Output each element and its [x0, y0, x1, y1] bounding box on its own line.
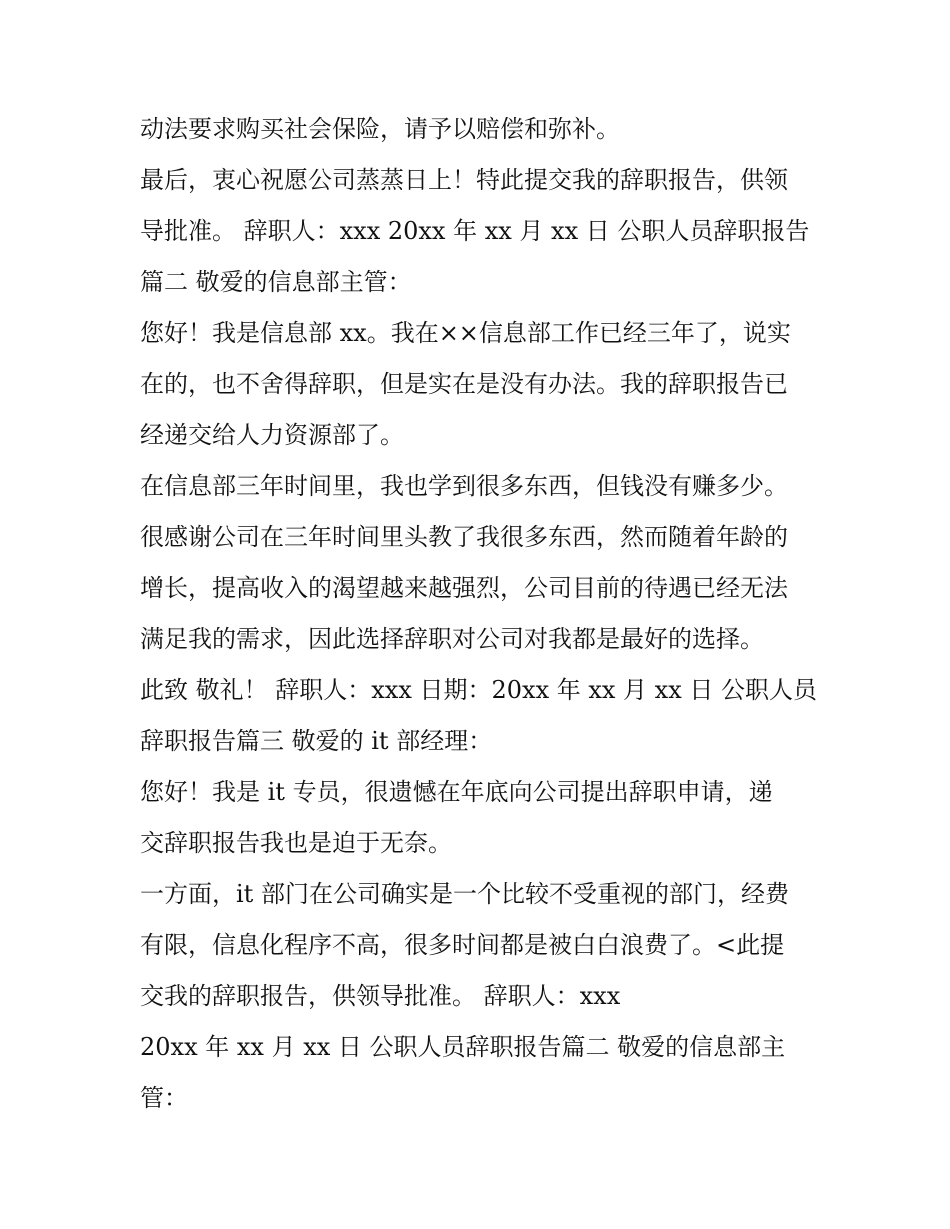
- text-line-11: 满足我的需求，因此选择辞职对公司对我都是最好的选择。: [140, 625, 764, 653]
- text-line-9: 很感谢公司在三年时间里头教了我很多东西，然而随着年龄的: [140, 523, 788, 551]
- text-line-8: 在信息部三年时间里，我也学到很多东西，但钱没有赚多少。: [140, 472, 788, 500]
- text-line-3: 导批准。 辞职人：xxx 20xx 年 xx 月 xx 日 公职人员辞职报告: [140, 217, 810, 245]
- text-line-13: 辞职报告篇三 敬爱的 it 部经理：: [140, 727, 493, 755]
- text-line-7: 经递交给人力资源部了。: [140, 421, 404, 449]
- text-line-18: 交我的辞职报告，供领导批准。 辞职人：xxx: [140, 982, 621, 1010]
- text-line-20: 管：: [140, 1084, 188, 1112]
- text-line-4: 篇二 敬爱的信息部主管：: [140, 268, 412, 296]
- text-line-14: 您好！我是 it 专员，很遗憾在年底向公司提出辞职申请，递: [140, 778, 773, 806]
- text-line-1: 动法要求购买社会保险，请予以赔偿和弥补。: [140, 115, 620, 143]
- text-line-5: 您好！我是信息部 xx。我在××信息部工作已经三年了，说实: [140, 319, 791, 347]
- text-line-10: 增长，提高收入的渴望越来越强烈，公司目前的待遇已经无法: [140, 574, 788, 602]
- text-line-19: 20xx 年 xx 月 xx 日 公职人员辞职报告篇二 敬爱的信息部主: [140, 1033, 786, 1061]
- text-line-2: 最后，衷心祝愿公司蒸蒸日上！特此提交我的辞职报告，供领: [140, 166, 788, 194]
- text-line-16: 一方面，it 部门在公司确实是一个比较不受重视的部门，经费: [140, 880, 789, 908]
- text-line-15: 交辞职报告我也是迫于无奈。: [140, 829, 452, 857]
- text-line-17: 有限，信息化程序不高，很多时间都是被白白浪费了。<此提: [140, 931, 785, 959]
- text-line-6: 在的，也不舍得辞职，但是实在是没有办法。我的辞职报告已: [140, 370, 788, 398]
- text-line-12: 此致 敬礼！ 辞职人：xxx 日期：20xx 年 xx 月 xx 日 公职人员: [140, 676, 818, 704]
